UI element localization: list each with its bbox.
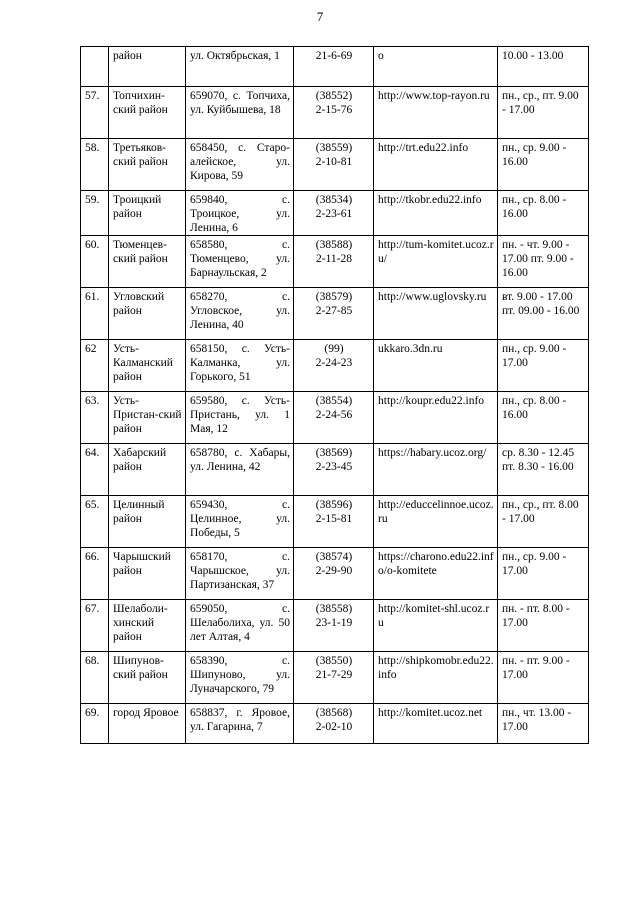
website-link[interactable]: http://komitet.ucoz.net <box>374 704 498 744</box>
phone-number: 2-23-61 <box>315 208 353 220</box>
phone-cell <box>294 392 374 444</box>
phone-area-code: (38559) <box>315 142 353 154</box>
postal-address: 658270, с. Угловское, ул. Ленина, 40 <box>186 288 294 340</box>
website-link[interactable]: http://www.top-rayon.ru <box>374 87 498 139</box>
row-number: 59. <box>81 191 109 236</box>
phone-cell <box>294 496 374 548</box>
district-name: Угловский район <box>109 288 186 340</box>
page-number: 7 <box>316 9 324 24</box>
table-row <box>81 47 589 87</box>
office-hours: пн. - пт. 8.00 - 17.00 <box>498 600 589 652</box>
phone-area-code: (99) <box>324 343 344 355</box>
phone-number: 2-23-45 <box>315 461 353 473</box>
phone-number: 2-27-85 <box>315 305 353 317</box>
phone-cell <box>294 340 374 392</box>
phone-cell <box>294 191 374 236</box>
phone-area-code: (38554) <box>315 395 353 407</box>
district-name: Третьяков-ский район <box>109 139 186 191</box>
district-name: Троицкий район <box>109 191 186 236</box>
website-link[interactable]: https://habary.ucoz.org/ <box>374 444 498 496</box>
table-row <box>81 444 589 496</box>
phone-number: 2-10-81 <box>315 156 353 168</box>
website-link[interactable]: http://tkobr.edu22.info <box>374 191 498 236</box>
table-row <box>81 392 589 444</box>
phone-number: 2-24-56 <box>315 409 353 421</box>
row-number: 63. <box>81 392 109 444</box>
district-name: Хабарский район <box>109 444 186 496</box>
row-number: 66. <box>81 548 109 600</box>
phone-area-code: (38588) <box>315 239 353 251</box>
table-row <box>81 600 589 652</box>
office-hours: 10.00 - 13.00 <box>498 47 589 87</box>
office-hours: пн., ср., пт. 9.00 - 17.00 <box>498 87 589 139</box>
phone-cell <box>294 548 374 600</box>
office-hours: пн., ср., пт. 8.00 - 17.00 <box>498 496 589 548</box>
website-link[interactable]: http://koupr.edu22.info <box>374 392 498 444</box>
phone-area-code: (38579) <box>315 291 353 303</box>
district-name: город Яровое <box>109 704 186 744</box>
phone-area-code: (38550) <box>315 655 353 667</box>
district-name: Усть-Пристан-ский район <box>109 392 186 444</box>
office-hours: ср. 8.30 - 12.45 пт. 8.30 - 16.00 <box>498 444 589 496</box>
district-name: район <box>109 47 186 87</box>
phone-number: 2-15-76 <box>315 104 353 116</box>
phone-cell <box>294 236 374 288</box>
phone-cell <box>294 139 374 191</box>
office-hours: пн., ср. 9.00 - 17.00 <box>498 548 589 600</box>
phone-number: 21-7-29 <box>315 669 353 681</box>
table-row <box>81 704 589 744</box>
district-name: Шипунов-ский район <box>109 652 186 704</box>
row-number: 61. <box>81 288 109 340</box>
phone-number: 2-15-81 <box>315 513 353 525</box>
website-link[interactable]: http://trt.edu22.info <box>374 139 498 191</box>
phone-cell <box>294 444 374 496</box>
postal-address: 658580, с. Тюменцево, ул. Барнаульская, 2 <box>186 236 294 288</box>
row-number: 64. <box>81 444 109 496</box>
postal-address: 658150, с. Усть-Калманка, ул. Горького, 51 <box>186 340 294 392</box>
postal-address: 658780, с. Хабары, ул. Ленина, 42 <box>186 444 294 496</box>
phone-cell <box>294 47 374 87</box>
phone-area-code: (38569) <box>315 447 353 459</box>
website-link[interactable]: o <box>374 47 498 87</box>
office-hours: пн., ср. 9.00 - 17.00 <box>498 340 589 392</box>
table-row <box>81 340 589 392</box>
phone-cell <box>294 704 374 744</box>
website-link[interactable]: http://shipkomobr.edu22.info <box>374 652 498 704</box>
phone-area-code: (38596) <box>315 499 353 511</box>
postal-address: 659580, с. Усть-Пристань, ул. 1 Мая, 12 <box>186 392 294 444</box>
table-row <box>81 496 589 548</box>
phone-cell <box>294 652 374 704</box>
postal-address: 658390, с. Шипуново, ул. Луначарского, 79 <box>186 652 294 704</box>
phone-number: 2-11-28 <box>316 253 352 265</box>
phone-number: 2-24-23 <box>315 357 353 369</box>
phone-area-code: 21-6-69 <box>315 50 353 62</box>
postal-address: 658837, г. Яровое, ул. Гагарина, 7 <box>186 704 294 744</box>
row-number: 62 <box>81 340 109 392</box>
office-hours: пн., ср. 8.00 - 16.00 <box>498 191 589 236</box>
postal-address: ул. Октябрьская, 1 <box>186 47 294 87</box>
district-name: Целинный район <box>109 496 186 548</box>
row-number: 57. <box>81 87 109 139</box>
website-link[interactable]: http://educcelinnoe.ucoz.ru <box>374 496 498 548</box>
office-hours: пн., чт. 13.00 - 17.00 <box>498 704 589 744</box>
postal-address: 658450, с. Старо-алейское, ул. Кирова, 59 <box>186 139 294 191</box>
office-hours: вт. 9.00 - 17.00 пт. 09.00 - 16.00 <box>498 288 589 340</box>
phone-area-code: (38558) <box>315 603 353 615</box>
phone-area-code: (38568) <box>315 707 353 719</box>
table-row <box>81 652 589 704</box>
district-name: Чарышский район <box>109 548 186 600</box>
phone-cell <box>294 288 374 340</box>
postal-address: 659840, с. Троицкое, ул. Ленина, 6 <box>186 191 294 236</box>
row-number: 60. <box>81 236 109 288</box>
website-link[interactable]: http://komitet-shl.ucoz.ru <box>374 600 498 652</box>
table-row <box>81 548 589 600</box>
website-link[interactable]: ukkaro.3dn.ru <box>374 340 498 392</box>
office-hours: пн. - пт. 9.00 - 17.00 <box>498 652 589 704</box>
row-number: 65. <box>81 496 109 548</box>
phone-number: 23-1-19 <box>315 617 353 629</box>
phone-number: 2-29-90 <box>315 565 353 577</box>
office-hours: пн., ср. 8.00 - 16.00 <box>498 392 589 444</box>
education-departments-table <box>80 46 589 744</box>
district-name: Шелаболи-хинский район <box>109 600 186 652</box>
table-row <box>81 87 589 139</box>
website-link[interactable]: http://www.uglovsky.ru <box>374 288 498 340</box>
row-number <box>81 47 109 87</box>
phone-cell <box>294 87 374 139</box>
district-name: Усть-Калманский район <box>109 340 186 392</box>
postal-address: 659430, с. Целинное, ул. Победы, 5 <box>186 496 294 548</box>
office-hours: пн. - чт. 9.00 - 17.00 пт. 9.00 - 16.00 <box>498 236 589 288</box>
phone-cell <box>294 600 374 652</box>
row-number: 69. <box>81 704 109 744</box>
postal-address: 659050, с. Шелаболиха, ул. 50 лет Алтая, 4 <box>186 600 294 652</box>
postal-address: 658170, с. Чарышское, ул. Партизанская, 37 <box>186 548 294 600</box>
phone-area-code: (38574) <box>315 551 353 563</box>
row-number: 67. <box>81 600 109 652</box>
postal-address: 659070, с. Топчиха, ул. Куйбышева, 18 <box>186 87 294 139</box>
phone-number: 2-02-10 <box>315 721 353 733</box>
table-row <box>81 236 589 288</box>
row-number: 58. <box>81 139 109 191</box>
table-row <box>81 191 589 236</box>
website-link[interactable]: http://tum-komitet.ucoz.ru/ <box>374 236 498 288</box>
phone-area-code: (38552) <box>315 90 353 102</box>
table-row <box>81 288 589 340</box>
row-number: 68. <box>81 652 109 704</box>
website-link[interactable]: https://charono.edu22.info/o-komitete <box>374 548 498 600</box>
office-hours: пн., ср. 9.00 - 16.00 <box>498 139 589 191</box>
district-name: Топчихин-ский район <box>109 87 186 139</box>
table-row <box>81 139 589 191</box>
district-name: Тюменцев-ский район <box>109 236 186 288</box>
phone-area-code: (38534) <box>315 194 353 206</box>
